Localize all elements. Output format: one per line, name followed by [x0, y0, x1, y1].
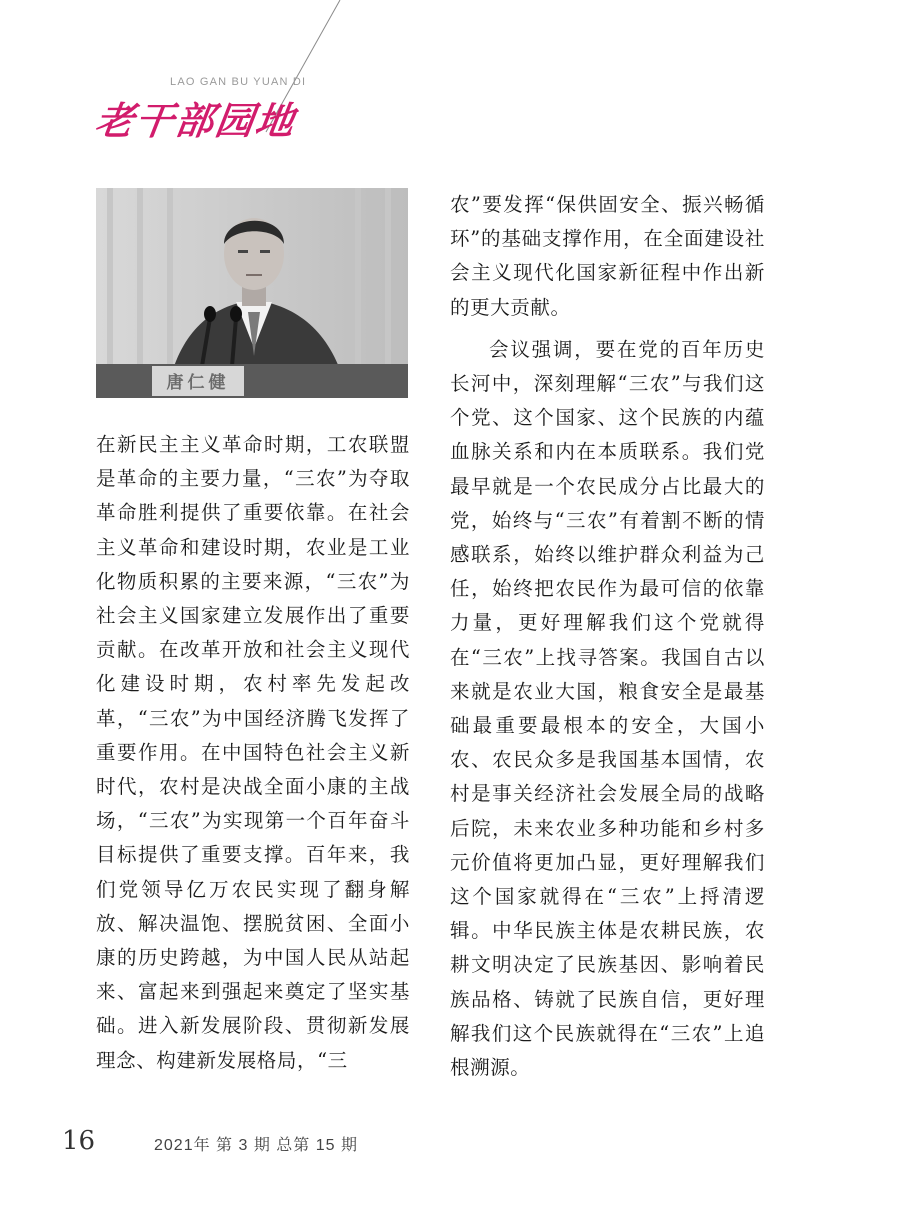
magazine-logo-title: 老干部园地 [92, 98, 299, 143]
article-column-left [96, 428, 410, 1078]
speaker-photo-image [96, 188, 408, 398]
article-paragraph: 会议强调，要在党的百年历史长河中，深刻理解“三农”与我们这个党、这个国家、这个民族的内蕴血脉关系和内在本质联系。我们党最早就是一个农民成分占比最大的党，始终与“三农”有着割不断的情感联系，始终以维护群众利益为己任，始终把农民作为最可信的依靠力量，更好理解我们这个党就得在“三农”上找寻答案。我国自古以来就是农业大国，粮食安全是最基础最重要最根本的安全，大国小农、农民众多是我国基本国情，农村是事关经济社会发展全局的战略后院，未来农业多种功能和乡村多元价值将更加凸显，更好理解我们这个国家就得在“三农”上捋清逻辑。中华民族主体是农耕民族，农耕文明决定了民族基因、影响着民族品格、铸就了民族自信，更好理解我们这个民族就得在“三农”上追根溯源。 [450, 337, 765, 1080]
article-column-right [450, 188, 765, 1085]
page-number: 16 [62, 1126, 96, 1156]
issue-info: 2021年 第 3 期 总第 15 期 [154, 1137, 358, 1154]
magazine-roman-title: LAO GAN BU YUAN DI [170, 76, 307, 88]
speaker-photo [96, 188, 408, 398]
magazine-header [0, 0, 900, 160]
article-paragraph: 在新民主主义革命时期，工农联盟是革命的主要力量，“三农”为夺取革命胜利提供了重要依靠。在社会主义革命和建设时期，农业是工业化物质积累的主要来源，“三农”为社会主义国家建立发展作出了重要贡献。在改革开放和社会主义现代化建设时期，农村率先发起改革，“三农”为中国经济腾飞发挥了重要作用。在中国特色社会主义新时代，农村是决战全面小康的主战场，“三农”为实现第一个百年奋斗目标提供了重要支撑。百年来，我们党领导亿万农民实现了翻身解放、解决温饱、摆脱贫困、全面小康的历史跨越，为中国人民从站起来、富起来到强起来奠定了坚实基础。进入新发展阶段、贯彻新发展理念、构建新发展格局，“三 [96, 433, 410, 1072]
nameplate-label: 唐仁健 [166, 373, 230, 393]
article-paragraph: 农”要发挥“保供固安全、振兴畅循环”的基础支撑作用，在全面建设社会主义现代化国家新征程中作出新的更大贡献。 [450, 193, 765, 319]
page-footer [62, 1126, 562, 1166]
